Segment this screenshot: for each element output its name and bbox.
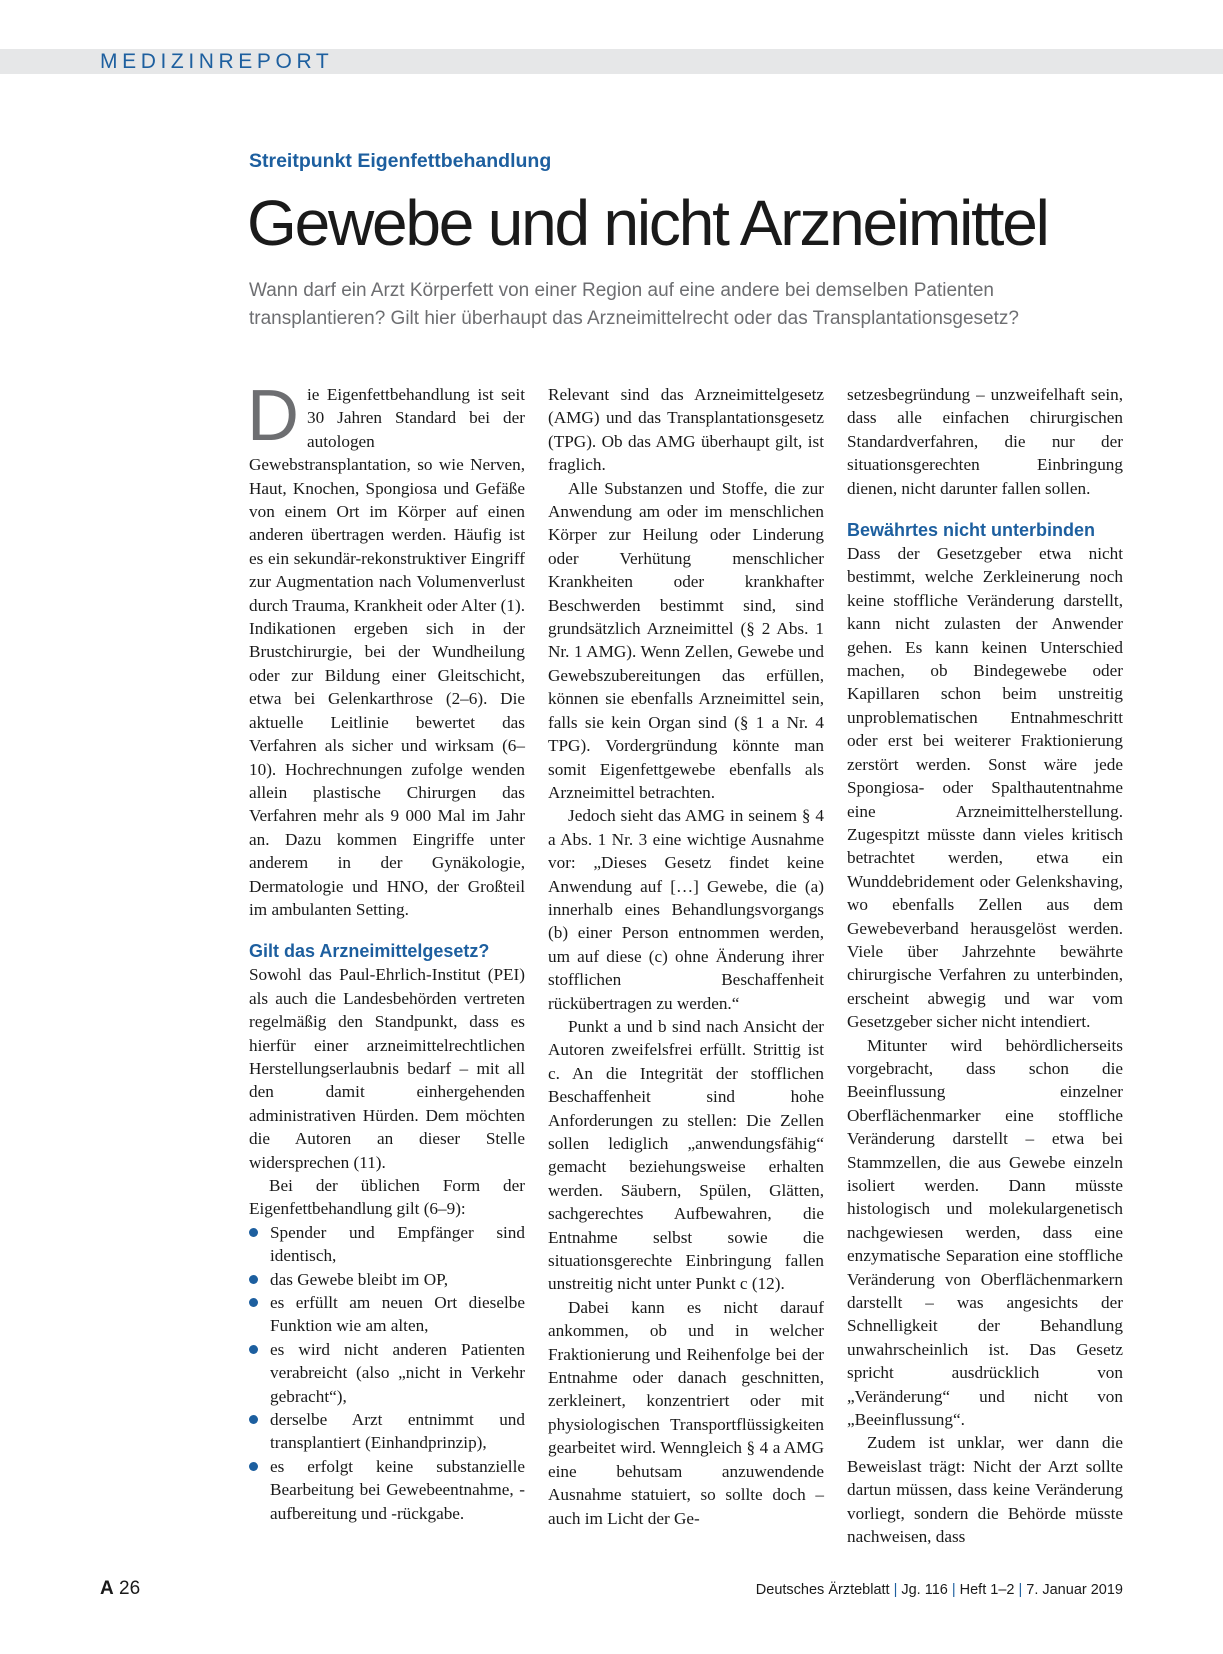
separator: |	[893, 1582, 898, 1598]
criteria-list	[249, 1221, 525, 1525]
intro-text: ie Eigenfettbehandlung ist seit 30 Jahren Standard bei der autologen Gewebstransplantation, so wie Nerven, Haut, Knochen, Spongiosa und Gefäße von einem Ort im Körper auf einen anderen übertragen werden. Häufig ist es ein sekundär-rekonstruktiver Eingriff zur Augmentation nach Volumenverlust durch Trauma, Krankheit oder Alter (1). Indikationen ergeben sich in der Brustchirurgie, bei der Wundheilung oder zur Bildung einer Gleitschicht, etwa bei Gelenkarthrose (2–6). Die aktuelle Leitlinie bewertet das Verfahren als sicher und wirksam (6–10). Hochrechnungen zufolge wenden allein plastische Chirurgen das Verfahren mehr als 9 000 Mal im Jahr an. Dazu kommen Eingriffe unter anderem in der Gynäkologie, Dermatologie und HNO, der Großteil im ambulanten Setting.	[249, 385, 525, 919]
subheading-arzneimittelgesetz: Gilt das Arzneimittelgesetz?	[249, 941, 490, 962]
journal-name: Deutsches Ärzteblatt	[755, 1582, 890, 1598]
journal-issue: Heft 1–2	[959, 1582, 1015, 1598]
text-column-2	[548, 383, 824, 1530]
list-item-text: das Gewebe bleibt im OP,	[270, 1269, 449, 1289]
journal-volume: Jg. 116	[901, 1582, 948, 1598]
drop-cap: D	[247, 376, 299, 456]
intro-paragraph	[247, 376, 525, 921]
list-item	[249, 1455, 525, 1525]
list-item-text: es wird nicht anderen Patienten verabreicht (also „nicht in Verkehr gebracht“),	[270, 1339, 525, 1406]
text-column-3	[847, 383, 1123, 1549]
journal-info	[756, 1578, 1123, 1602]
paragraph: Mitunter wird behördlicherseits vorgebracht, dass schon die Beeinflussung einzelner Oberflächenmarker eine stoffliche Veränderung darstellt – etwa bei Stammzellen, die aus Gewebe einzeln isoliert werden. Dann müsste histologisch und molekulargenetisch nachgewiesen werden, dass eine enzymatische Separation eine stoffliche Veränderung von Oberflächenmarkern darstellt – was angesichts der Schnelligkeit der Behandlung unwahrscheinlich ist. Das Gesetz spricht ausdrücklich von „Veränderung“ und nicht von „Beeinflussung“.	[847, 1035, 1123, 1430]
list-item	[249, 1268, 525, 1291]
article-headline: Gewebe und nicht Arzneimittel	[247, 187, 1048, 259]
paragraph: Dass der Gesetzgeber etwa nicht bestimmt, welche Zerkleinerung noch keine stoffliche Veränderung darstellt, kann nicht zulasten der Anwender gehen. Es kann keinen Unterschied machen, ob Bindegewebe oder Kapillaren schon beim unstreitig unproblematischen Entnahmeschritt oder erst bei weiterer Fraktionierung zerstört werden. Sonst wäre jede Spongiosa- oder Spalthautentnahme eine Arzneimittelherstellung. Zugespitzt müsste dann vieles kritisch betrachtet werden, etwa ein Wunddebridement oder Gelenkshaving, wo ebenfalls Zellen aus dem Gewebeverband herausgelöst werden. Viele über Jahrzehnte bewährte chirurgische Verfahren zu unterbinden, erscheint abwegig und war vom Gesetzgeber sicher nicht intendiert.	[847, 544, 1123, 1032]
list-item-text: es erfolgt keine substanzielle Bearbeitung bei Gewebeentnahme, -aufbereitung und -rückgabe.	[270, 1456, 525, 1523]
page-number-value: 26	[119, 1578, 141, 1599]
list-item	[249, 1338, 525, 1408]
paragraph: Sowohl das Paul-Ehrlich-Institut (PEI) als auch die Landesbehörden vertreten regelmäßig den Standpunkt, dass es hierfür einer arzneimittelrechtlichen Herstellungserlaubnis bedarf – mit all den damit einhergehenden administrativen Hürden. Dem möchten die Autoren an dieser Stelle widersprechen (11).	[249, 965, 525, 1172]
paragraph: setzesbegründung – unzweifelhaft sein, dass alle einfachen chirurgischen Standardverfahren, die nur der situationsgerechten Einbringung dienen, nicht darunter fallen sollen.	[847, 385, 1123, 498]
bullet-dot-icon	[249, 1298, 258, 1307]
paragraph: Relevant sind das Arzneimittelgesetz (AMG) und das Transplantationsgesetz (TPG). Ob das AMG überhaupt gilt, ist fraglich.	[548, 385, 824, 475]
paragraph: Bei der üblichen Form der Eigenfettbehandlung gilt (6–9):	[249, 1176, 525, 1219]
article-lead: Wann darf ein Arzt Körperfett von einer Region auf eine andere bei demselben Patienten transplantieren? Gilt hier überhaupt das Arzneimittelrecht oder das Transplantationsgesetz?	[249, 280, 1019, 329]
bullet-dot-icon	[249, 1462, 258, 1471]
list-item	[249, 1291, 525, 1338]
paragraph: Dabei kann es nicht darauf ankommen, ob und in welcher Fraktionierung und Reihenfolge bei der Entnahme oder danach geschnitten, zerkleinert, konzentriert oder mit physiologischen Transportflüssigkeiten gearbeitet wird. Wenngleich § 4 a AMG eine behutsam anzuwendende Ausnahme statuiert, so sollte doch – auch im Licht der Ge-	[548, 1297, 824, 1528]
paragraph: Zudem ist unklar, wer dann die Beweislast trägt: Nicht der Arzt sollte dartun müssen, dass keine Veränderung vorliegt, sondern die Behörde müsste nachweisen, dass	[847, 1433, 1123, 1547]
journal-date: 7. Januar 2019	[1026, 1582, 1123, 1598]
page-prefix: A	[100, 1578, 114, 1599]
subheading-bewaehrtes: Bewährtes nicht unterbinden	[847, 520, 1096, 541]
paragraph: Alle Substanzen und Stoffe, die zur Anwendung am oder im menschlichen Körper zur Heilung oder Linderung oder Verhütung menschlicher Krankheiten oder krankhafter Beschwerden bestimmt sind, sind grundsätzlich Arzneimittel (§ 2 Abs. 1 Nr. 1 AMG). Wenn Zellen, Gewebe und Gewebszubereitungen das erfüllen, können sie ebenfalls Arzneimittel sein, falls sie kein Organ sind (§ 1 a Nr. 4 TPG). Vordergründung könnte man somit Eigenfettgewebe ebenfalls als Arzneimittel betrachten.	[548, 478, 824, 802]
list-item-text: es erfüllt am neuen Ort dieselbe Funktion wie am alten,	[270, 1293, 525, 1336]
page-number	[100, 1578, 140, 1602]
list-item	[249, 1221, 525, 1268]
bullet-dot-icon	[249, 1345, 258, 1354]
bullet-dot-icon	[249, 1415, 258, 1424]
paragraph: Jedoch sieht das AMG in seinem § 4 a Abs. 1 Nr. 3 eine wichtige Ausnahme vor: „Dieses Gesetz findet keine Anwendung auf […] Gewebe, die (a) innerhalb eines Behandlungsvorgangs (b) einer Person entnommen werden, um auf diese (c) ohne Änderung ihrer stofflichen Beschaffenheit rückübertragen zu werden.“	[548, 806, 824, 1013]
text-column-1	[247, 376, 525, 1525]
list-item-text: derselbe Arzt entnimmt und transplantiert (Einhandprinzip),	[270, 1410, 525, 1453]
separator: |	[1018, 1582, 1023, 1598]
separator: |	[951, 1582, 956, 1598]
list-item	[249, 1408, 525, 1455]
section-label: MEDIZINREPORT	[100, 50, 334, 73]
list-item-text: Spender und Empfänger sind identisch,	[270, 1222, 525, 1266]
bullet-dot-icon	[249, 1228, 258, 1237]
paragraph: Punkt a und b sind nach Ansicht der Autoren zweifelsfrei erfüllt. Strittig ist c. An die Integrität der stofflichen Beschaffenheit sind hohe Anforderungen zu stellen: Die Zellen sollen lediglich „anwendungsfähig“ gemacht beziehungsweise erhalten werden. Säubern, Spülen, Glätten, sachgerechtes Aufbewahren, die Entnahme selbst sowie die situationsgerechte Einbringung fallen unstreitig nicht unter Punkt c (12).	[548, 1016, 824, 1294]
article-kicker: Streitpunkt Eigenfettbehandlung	[249, 150, 552, 172]
bullet-dot-icon	[249, 1275, 258, 1284]
